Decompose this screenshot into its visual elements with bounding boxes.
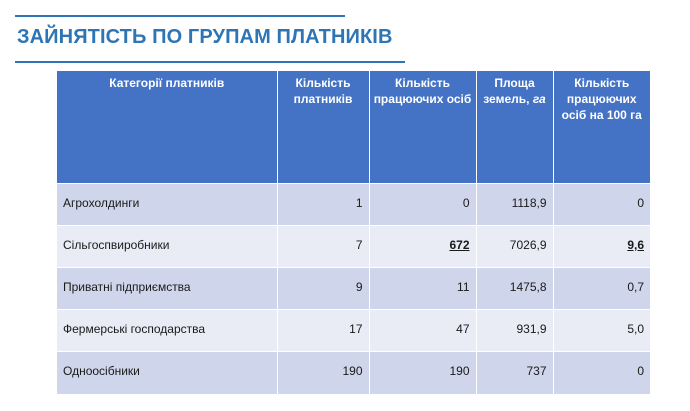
cell-workers bbox=[369, 226, 476, 268]
payers-table bbox=[57, 71, 650, 394]
cell-area: 7026,9 bbox=[476, 226, 553, 268]
header-payers: Кількість платників bbox=[277, 71, 369, 184]
cell-per100-highlight: 9,6 bbox=[627, 238, 644, 252]
cell-workers: 190 bbox=[369, 352, 476, 394]
table-row bbox=[57, 268, 650, 310]
cell-category: Агрохолдинги bbox=[57, 184, 277, 226]
cell-per100: 0,7 bbox=[553, 268, 650, 310]
cell-payers: 7 bbox=[277, 226, 369, 268]
cell-per100 bbox=[553, 226, 650, 268]
cell-per100: 0 bbox=[553, 184, 650, 226]
cell-category: Сільгоспвиробники bbox=[57, 226, 277, 268]
header-category: Категорії платників bbox=[57, 71, 277, 184]
cell-area: 1118,9 bbox=[476, 184, 553, 226]
table-row bbox=[57, 184, 650, 226]
header-per100: Кількість працюючих осіб на 100 га bbox=[553, 71, 650, 184]
cell-payers: 1 bbox=[277, 184, 369, 226]
page-title: ЗАЙНЯТІСТЬ ПО ГРУПАМ ПЛАТНИКІВ bbox=[17, 26, 393, 48]
cell-workers: 47 bbox=[369, 310, 476, 352]
cell-per100: 0 bbox=[553, 352, 650, 394]
cell-workers-highlight: 672 bbox=[449, 238, 470, 252]
cell-area: 931,9 bbox=[476, 310, 553, 352]
table-row bbox=[57, 226, 650, 268]
cell-payers: 9 bbox=[277, 268, 369, 310]
cell-category: Приватні підприємства bbox=[57, 268, 277, 310]
cell-category: Фермерські господарства bbox=[57, 310, 277, 352]
cell-payers: 17 bbox=[277, 310, 369, 352]
header-area bbox=[476, 71, 553, 184]
cell-payers: 190 bbox=[277, 352, 369, 394]
cell-per100: 5,0 bbox=[553, 310, 650, 352]
header-area-unit: га bbox=[532, 92, 546, 106]
table-row bbox=[57, 352, 650, 394]
title-rule-top bbox=[15, 15, 345, 17]
table-header-row bbox=[57, 71, 650, 184]
cell-category: Одноосібники bbox=[57, 352, 277, 394]
cell-workers: 0 bbox=[369, 184, 476, 226]
table-row bbox=[57, 310, 650, 352]
cell-area: 1475,8 bbox=[476, 268, 553, 310]
header-area-label: Площа земель, bbox=[483, 76, 535, 106]
cell-workers: 11 bbox=[369, 268, 476, 310]
title-rule-bottom bbox=[15, 61, 405, 63]
header-workers: Кількість працюючих осіб bbox=[369, 71, 476, 184]
cell-area: 737 bbox=[476, 352, 553, 394]
